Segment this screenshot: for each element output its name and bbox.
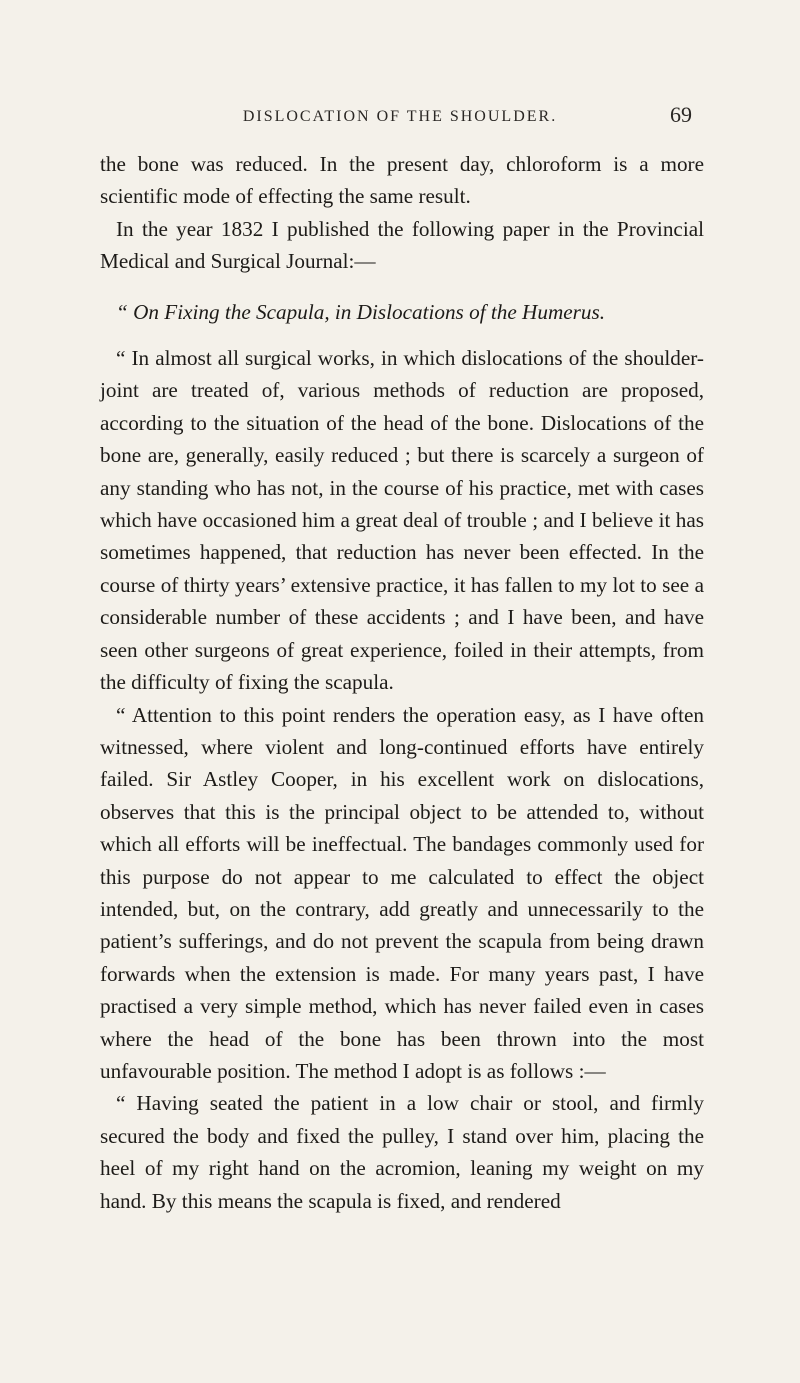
body-text — [100, 148, 704, 1217]
paragraph-5: “ Having seated the patient in a low chair or stool, and firmly secured the body and fixed the pulley, I stand over him, placing the heel of my right hand on the acromion, leaning my weight on my hand. By this means the scapula is fixed, and rendered — [100, 1091, 704, 1213]
paragraph-2: In the year 1832 I published the following paper in the Provincial Medical and Surgical Journal:— — [100, 216, 704, 274]
paragraph-4: “ Attention to this point renders the operation easy, as I have often witnessed, where violent and long-continued efforts have entirely failed. Sir Astley Cooper, in his excellent work on dislocations, observes that this is the principal object to be attended to, without which all efforts will be ineffectual. The bandages commonly used for this purpose do not appear to me calculated to effect the object intended, but, on the contrary, add greatly and unnecessarily to the patient’s sufferings, and do not prevent the scapula from being drawn forwards when the extension is made. For many years past, I have practised a very simple method, which has never failed even in cases where the head of the bone has been thrown into the most unfavourable position. The method I adopt is as follows :— — [100, 702, 704, 1083]
paragraph-1: the bone was reduced. In the present day, chloroform is a more scientific mode of effecting the same result. — [100, 152, 704, 209]
page-number: 69 — [670, 102, 692, 127]
article-title: “ On Fixing the Scapula, in Dislocations of the Humerus. — [116, 299, 606, 324]
running-head — [0, 102, 800, 138]
running-title: DISLOCATION OF THE SHOULDER. — [242, 108, 558, 125]
paragraph-3: “ In almost all surgical works, in which dislocations of the shoulder-joint are treated of, various methods of reduction are proposed, according to the situation of the head of the bone. Dislocations of the bone are, generally, easily reduced ; but there is scarcely a surgeon of any standing who has not, in the course of his practice, met with cases which have occasioned him a great deal of trouble ; and I believe it has sometimes happened, that reduction has never been effected. In the course of thirty years’ extensive practice, it has fallen to my lot to see a considerable number of these accidents ; and I have been, and have seen other surgeons of great experience, foiled in their attempts, from the difficulty of fixing the scapula. — [100, 346, 704, 695]
